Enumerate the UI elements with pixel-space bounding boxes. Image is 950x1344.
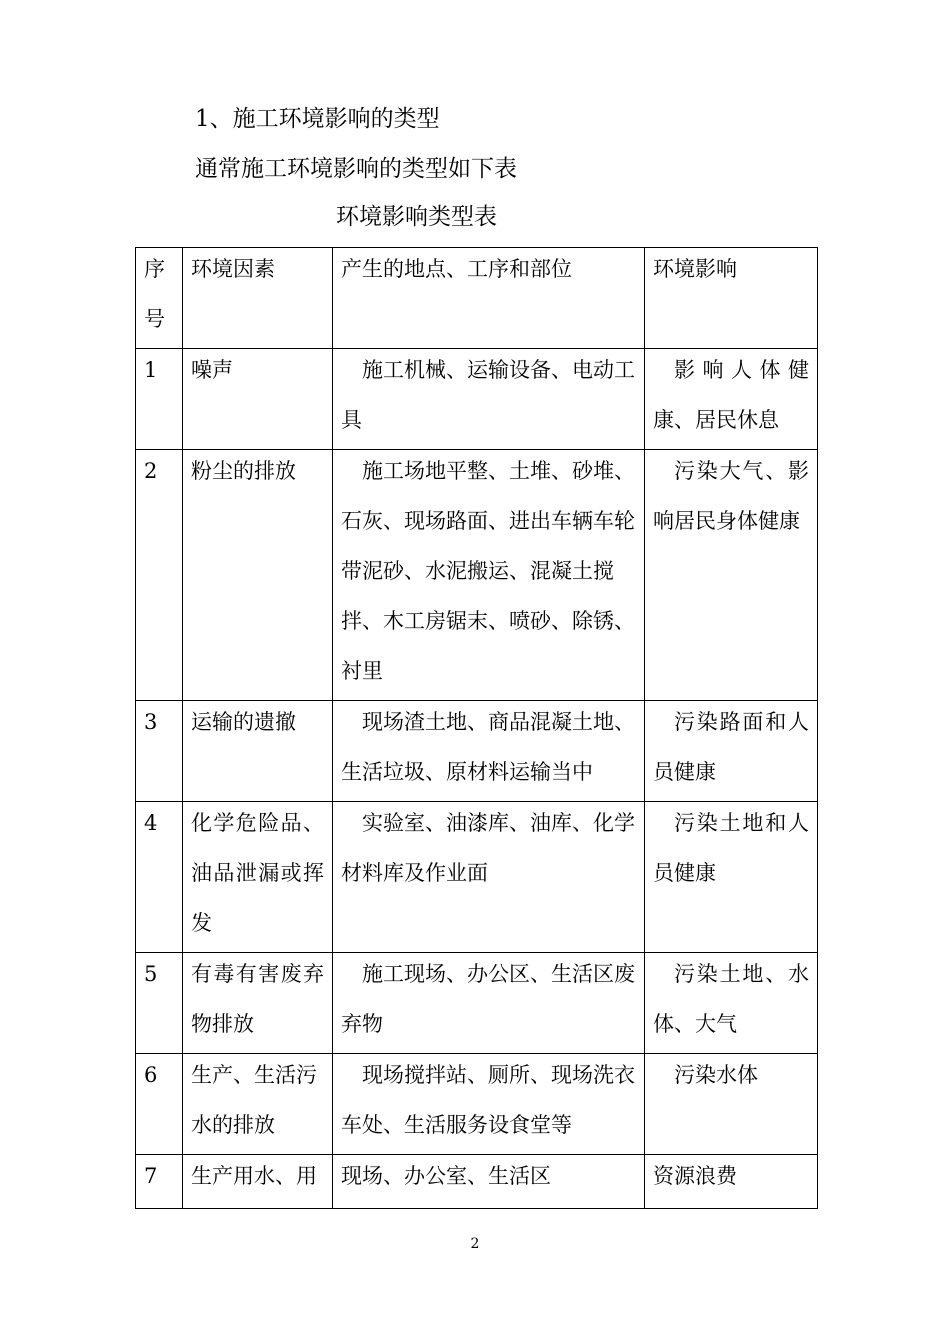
table-row [136, 1155, 818, 1209]
table-row [136, 802, 818, 953]
row-factor: 噪声 [183, 349, 333, 450]
row-impact: 污染水体 [645, 1054, 818, 1155]
row-factor: 生产用水、用 [183, 1155, 333, 1209]
environment-impact-table [135, 247, 818, 1209]
row-factor: 粉尘的排放 [183, 450, 333, 701]
header-cell-impact: 环境影响 [645, 248, 818, 349]
row-no: 4 [136, 802, 183, 953]
row-no: 5 [136, 953, 183, 1054]
row-impact: 污染大气、影响居民身体健康 [645, 450, 818, 701]
row-place: 现场、办公室、生活区 [333, 1155, 645, 1209]
header-cell-no: 序号 [136, 248, 183, 349]
row-impact: 资源浪费 [645, 1155, 818, 1209]
section-heading: 1、施工环境影响的类型 [195, 106, 440, 132]
row-place: 施工现场、办公区、生活区废弃物 [333, 953, 645, 1054]
table-row [136, 349, 818, 450]
row-place: 实验室、油漆库、油库、化学材料库及作业面 [333, 802, 645, 953]
row-place: 现场渣土地、商品混凝土地、生活垃圾、原材料运输当中 [333, 701, 645, 802]
row-factor: 化学危险品、油品泄漏或挥发 [183, 802, 333, 953]
row-no: 2 [136, 450, 183, 701]
table-title: 环境影响类型表 [336, 204, 497, 230]
row-factor: 生产、生活污水的排放 [183, 1054, 333, 1155]
row-place: 施工机械、运输设备、电动工具 [333, 349, 645, 450]
row-factor: 有毒有害废弃物排放 [183, 953, 333, 1054]
table-row [136, 701, 818, 802]
row-no: 6 [136, 1054, 183, 1155]
table-row [136, 953, 818, 1054]
page-number: 2 [470, 1236, 480, 1252]
header-cell-factor: 环境因素 [183, 248, 333, 349]
row-no: 1 [136, 349, 183, 450]
header-cell-place: 产生的地点、工序和部位 [333, 248, 645, 349]
row-factor: 运输的遗撤 [183, 701, 333, 802]
row-no: 7 [136, 1155, 183, 1209]
row-no: 3 [136, 701, 183, 802]
row-impact: 污染路面和人员健康 [645, 701, 818, 802]
row-place: 现场搅拌站、厕所、现场洗衣车处、生活服务设食堂等 [333, 1054, 645, 1155]
row-impact: 污染土地和人员健康 [645, 802, 818, 953]
intro-text: 通常施工环境影响的类型如下表 [195, 156, 517, 182]
row-impact: 影响人体健康、居民休息 [645, 349, 818, 450]
row-impact: 污染土地、水体、大气 [645, 953, 818, 1054]
table-row [136, 1054, 818, 1155]
table-row [136, 450, 818, 701]
table-header-row [136, 248, 818, 349]
row-place: 施工场地平整、土堆、砂堆、石灰、现场路面、进出车辆车轮带泥砂、水泥搬运、混凝土搅拌、木工房锯末、喷砂、除锈、衬里 [333, 450, 645, 701]
